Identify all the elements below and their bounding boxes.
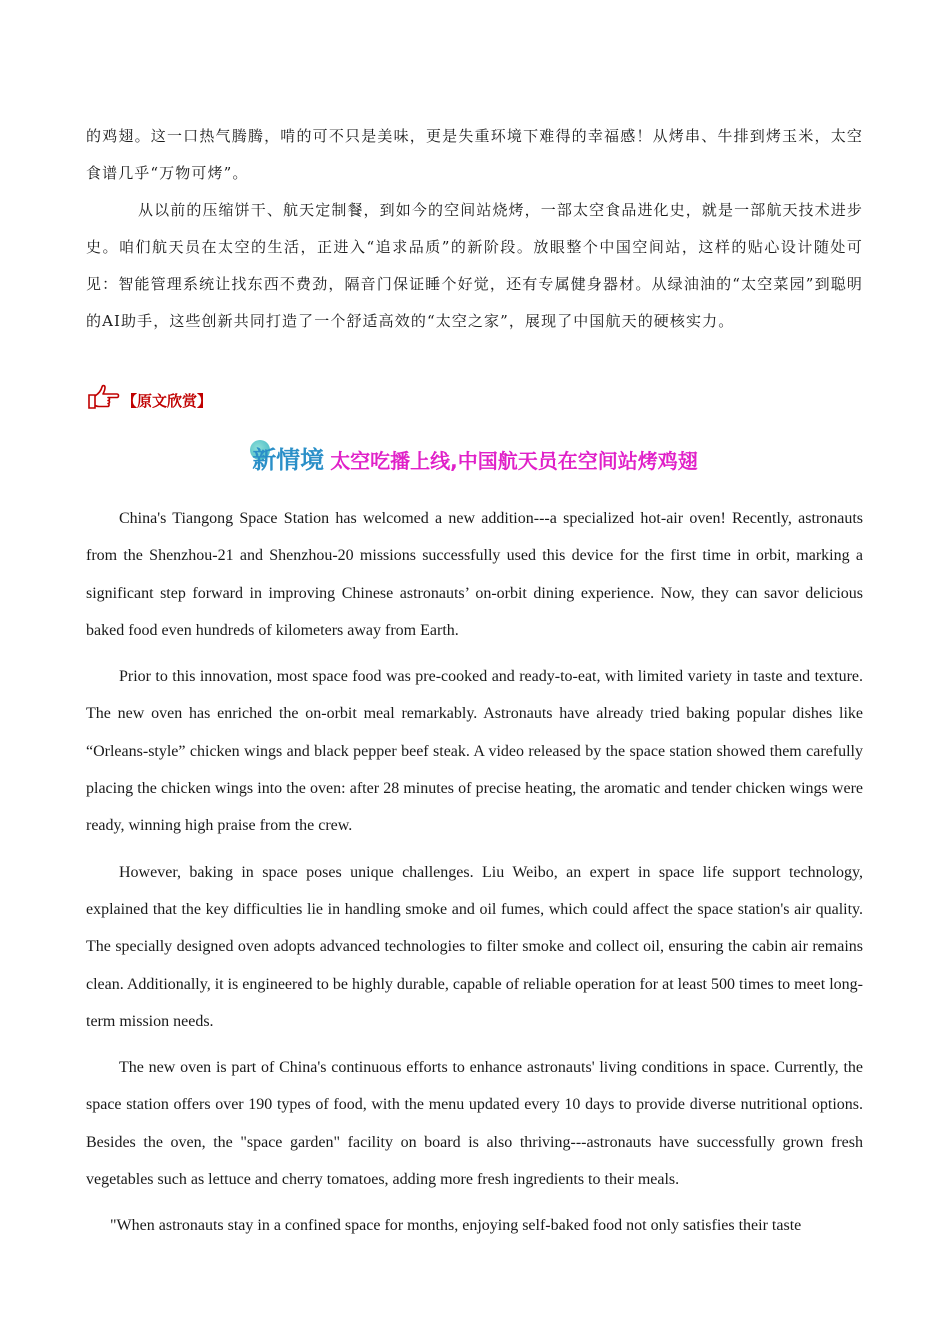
english-paragraph-2: Prior to this innovation, most space food was pre-cooked and ready-to-eat, with limited variety in taste and texture. The new oven has enriched the on-orbit meal remarkably. Astronauts have already tried baking popular dishes like “Orleans-style” chicken wings and black pepper beef steak. A video released by the space station showed them carefully placing the chicken wings into the oven: after 28 minutes of precise heating, the aromatic and tender chicken wings were ready, winning high praise from the crew. — [86, 668, 863, 835]
pointing-hand-icon — [86, 382, 120, 412]
english-paragraph-3: However, baking in space poses unique challenges. Liu Weibo, an expert in space life support technology, explained that the key difficulties lie in handling smoke and oil fumes, which could affect the space station's air quality. The specially designed oven adopts advanced technologies to filter smoke and collect oil, ensuring the cabin air remains clean. Additionally, it is engineered to be highly durable, capable of reliable operation for at least 500 times to meet long-term mission needs. — [86, 863, 863, 1030]
original-text-heading — [86, 382, 212, 412]
original-text-label: 【原文欣赏】 — [122, 391, 213, 410]
english-paragraph-5: "When astronauts stay in a confined space for months, enjoying self-baked food not only satisfies their taste — [110, 1217, 802, 1235]
english-paragraph-1: China's Tiangong Space Station has welcomed a new addition---a specialized hot-air oven! Recently, astronauts from the Shenzhou-21 and Shenzhou-20 missions successfully used this device for the first time in orbit, marking a significant step forward in improving Chinese astronauts’ on-orbit dining experience. Now, they can savor delicious baked food even hundreds of kilometers away from Earth. — [86, 510, 863, 639]
chinese-paragraph-2: 从以前的压缩饼干、航天定制餐，到如今的空间站烧烤，一部太空食品进化史，就是一部航天技术进步史。咱们航天员在太空的生活，正进入“追求品质”的新阶段。放眼整个中国空间站，这样的贴心设计随处可见：智能管理系统让找东西不费劲，隔音门保证睡个好觉，还有专属健身器材。从绿油油的“太空菜园”到聪明的AI助手，这些创新共同打造了一个舒适高效的“太空之家”，展现了中国航天的硬核实力。 — [86, 201, 863, 330]
new-context-badge — [252, 440, 324, 475]
english-paragraph-4: The new oven is part of China's continuous efforts to enhance astronauts' living conditions in space. Currently, the space station offers over 190 types of food, with the menu updated every 10 days to provide diverse nutritional options. Besides the oven, the "space garden" facility on board is also thriving---astronauts have successfully grown fresh vegetables such as lettuce and cherry tomatoes, adding more fresh ingredients to their meals. — [86, 1059, 863, 1189]
article-title: 太空吃播上线,中国航天员在空间站烤鸡翅 — [330, 449, 698, 473]
english-article-body — [86, 500, 863, 1254]
chinese-section — [86, 118, 863, 340]
badge-label: 新情境 — [252, 446, 325, 474]
article-title-row — [0, 440, 950, 475]
chinese-paragraph-1: 的鸡翅。这一口热气腾腾，啃的可不只是美味，更是失重环境下难得的幸福感！从烤串、牛排到烤玉米，太空食谱几乎“万物可烤”。 — [86, 127, 863, 182]
